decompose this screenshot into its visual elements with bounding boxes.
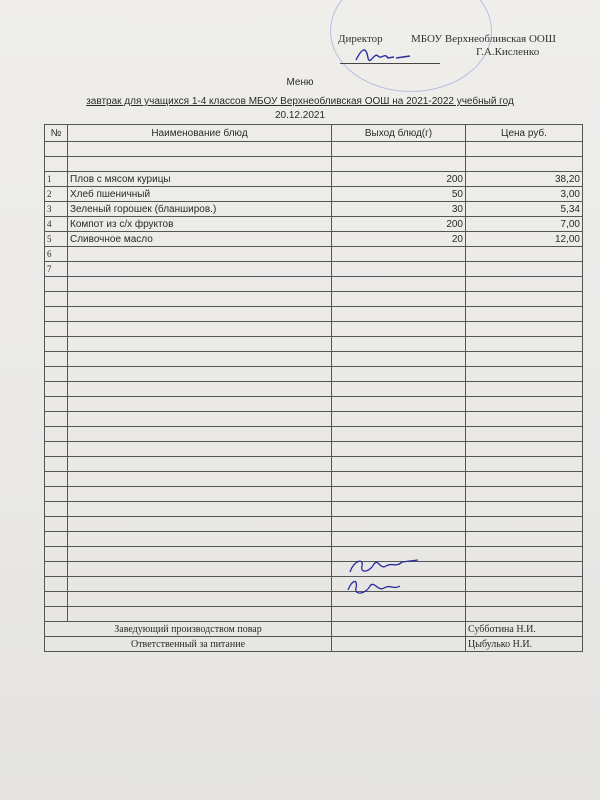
table-row bbox=[45, 247, 583, 262]
table-row-empty bbox=[45, 322, 583, 337]
approval-position: Директор bbox=[338, 33, 383, 45]
dish-price: 3,00 bbox=[466, 187, 583, 202]
table-row-empty bbox=[45, 457, 583, 472]
dish-yield: 200 bbox=[332, 217, 466, 232]
dish-yield bbox=[332, 262, 466, 277]
table-row-empty bbox=[45, 337, 583, 352]
row-number: 7 bbox=[45, 262, 68, 277]
table-row-empty bbox=[45, 142, 583, 157]
signature-row bbox=[45, 622, 583, 637]
table-row-empty bbox=[45, 562, 583, 577]
row-number: 6 bbox=[45, 247, 68, 262]
table-row-empty bbox=[45, 292, 583, 307]
table-row bbox=[45, 232, 583, 247]
row-number: 3 bbox=[45, 202, 68, 217]
dish-name: Зеленый горошек (бланширов.) bbox=[68, 202, 332, 217]
director-name: Г.А.Кисленко bbox=[476, 46, 540, 58]
table-row-empty bbox=[45, 502, 583, 517]
table-row bbox=[45, 172, 583, 187]
dish-name: Плов с мясом курицы bbox=[68, 172, 332, 187]
dish-name bbox=[68, 262, 332, 277]
table-row-empty bbox=[45, 577, 583, 592]
signature-role: Ответственный за питание bbox=[45, 637, 332, 652]
table-row-empty bbox=[45, 397, 583, 412]
row-number: 1 bbox=[45, 172, 68, 187]
table-row-empty bbox=[45, 532, 583, 547]
dish-name: Компот из с/х фруктов bbox=[68, 217, 332, 232]
dish-price bbox=[466, 262, 583, 277]
table-row-empty bbox=[45, 547, 583, 562]
header-price: Цена руб. bbox=[466, 125, 583, 142]
menu-date: 20.12.2021 bbox=[274, 110, 326, 121]
table-row-empty bbox=[45, 382, 583, 397]
table-row-empty bbox=[45, 517, 583, 532]
table-row-empty bbox=[45, 442, 583, 457]
dish-price: 7,00 bbox=[466, 217, 583, 232]
dish-yield: 50 bbox=[332, 187, 466, 202]
table-row-empty bbox=[45, 277, 583, 292]
header-yield: Выход блюд(г) bbox=[332, 125, 466, 142]
table-row-empty bbox=[45, 352, 583, 367]
header-number: № bbox=[45, 125, 68, 142]
table-row-empty bbox=[45, 607, 583, 622]
dish-price: 12,00 bbox=[466, 232, 583, 247]
signature-name: Субботина Н.И. bbox=[466, 622, 583, 637]
signature-line bbox=[340, 63, 440, 64]
table-row bbox=[45, 187, 583, 202]
table-header-row bbox=[45, 125, 583, 142]
table-row-empty bbox=[45, 427, 583, 442]
dish-yield bbox=[332, 247, 466, 262]
menu-table bbox=[44, 124, 583, 652]
dish-yield: 200 bbox=[332, 172, 466, 187]
table-row-empty bbox=[45, 157, 583, 172]
row-number: 2 bbox=[45, 187, 68, 202]
dish-price bbox=[466, 247, 583, 262]
signature-row bbox=[45, 637, 583, 652]
dish-name: Хлеб пшеничный bbox=[68, 187, 332, 202]
table-row-empty bbox=[45, 412, 583, 427]
dish-price: 5,34 bbox=[466, 202, 583, 217]
table-row bbox=[45, 262, 583, 277]
table-row-empty bbox=[45, 472, 583, 487]
dish-yield: 30 bbox=[332, 202, 466, 217]
table-row-empty bbox=[45, 307, 583, 322]
dish-price: 38,20 bbox=[466, 172, 583, 187]
signature-name: Цыбулько Н.И. bbox=[466, 637, 583, 652]
dish-name: Сливочное масло bbox=[68, 232, 332, 247]
page-title: Меню bbox=[286, 77, 314, 88]
dish-name bbox=[68, 247, 332, 262]
dish-yield: 20 bbox=[332, 232, 466, 247]
row-number: 5 bbox=[45, 232, 68, 247]
table-row-empty bbox=[45, 367, 583, 382]
table-row-empty bbox=[45, 592, 583, 607]
row-number: 4 bbox=[45, 217, 68, 232]
table-row bbox=[45, 202, 583, 217]
signature-role: Заведующий производством повар bbox=[45, 622, 332, 637]
menu-subtitle: завтрак для учащихся 1-4 классов МБОУ Верхнеобливская ООШ на 2021-2022 учебный год bbox=[86, 96, 514, 107]
header-dish-name: Наименование блюд bbox=[68, 125, 332, 142]
table-row-empty bbox=[45, 487, 583, 502]
table-row bbox=[45, 217, 583, 232]
approval-organization: МБОУ Верхнеобливская ООШ bbox=[411, 33, 556, 45]
